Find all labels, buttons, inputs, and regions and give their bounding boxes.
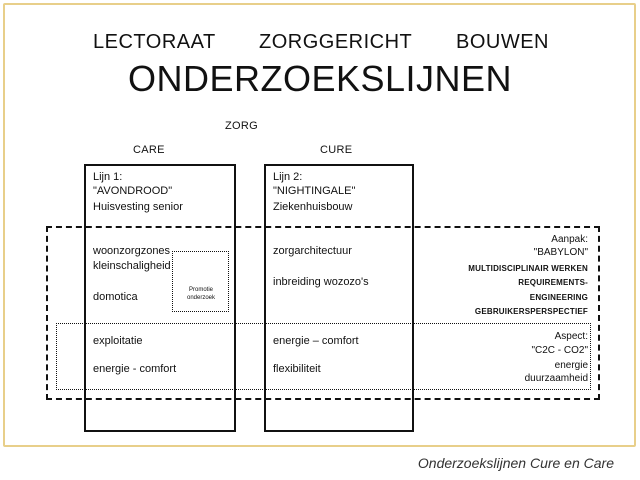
cure-item-inbreiding: inbreiding wozozo's <box>273 276 369 288</box>
aanpak-name: "BABYLON" <box>533 247 588 258</box>
header-bouwen: BOUWEN <box>456 31 549 53</box>
axis-cure: CURE <box>320 144 353 156</box>
lijn2-name: "NIGHTINGALE" <box>273 185 356 197</box>
aspect-energie: energie <box>554 360 588 371</box>
lijn1-number: Lijn 1: <box>93 171 123 183</box>
aspect-dotted-box <box>56 323 591 390</box>
promotie-label <box>176 286 226 302</box>
aspect-label: Aspect: <box>554 331 588 342</box>
aanpak-item-gebruikersperspectief: GEBRUIKERSPERSPECTIEF <box>474 307 588 316</box>
cure-item-flexibiliteit: flexibiliteit <box>273 363 321 375</box>
figure-caption: Onderzoekslijnen Cure en Care <box>417 455 614 471</box>
promotie-dotted-box <box>172 251 229 312</box>
aanpak-item-engineering: ENGINEERING <box>529 293 588 302</box>
care-item-domotica: domotica <box>93 291 138 303</box>
aanpak-item-multidisciplinair: MULTIDISCIPLINAIR WERKEN <box>468 264 588 273</box>
cure-item-zorgarchitectuur: zorgarchitectuur <box>273 245 352 257</box>
lijn1-name: "AVONDROOD" <box>93 185 173 197</box>
page-title: ONDERZOEKSLIJNEN <box>127 58 513 99</box>
header-lectoraat: LECTORAAT <box>93 31 216 53</box>
promotie-line1: Promotie <box>188 287 213 293</box>
lijn2-number: Lijn 2: <box>273 171 303 183</box>
care-item-woonzorgzones: woonzorgzones <box>93 245 171 257</box>
header-zorggericht: ZORGGERICHT <box>259 31 413 53</box>
aanpak-label: Aanpak: <box>551 234 588 245</box>
care-item-energie-comfort: energie - comfort <box>93 363 177 375</box>
aanpak-item-requirements: REQUIREMENTS- <box>518 278 588 287</box>
lijn2-subtitle: Ziekenhuisbouw <box>273 201 353 213</box>
axis-zorg: ZORG <box>225 120 258 132</box>
care-item-exploitatie: exploitatie <box>93 335 143 347</box>
lijn1-subtitle: Huisvesting senior <box>93 201 183 213</box>
cure-item-energie-comfort: energie – comfort <box>273 335 359 347</box>
aspect-name: "C2C - CO2" <box>531 345 588 356</box>
care-item-kleinschaligheid: kleinschaligheid <box>93 260 171 272</box>
promotie-line2: onderzoek <box>186 295 216 301</box>
axis-care: CARE <box>133 144 165 156</box>
aspect-duurzaamheid: duurzaamheid <box>524 373 588 384</box>
